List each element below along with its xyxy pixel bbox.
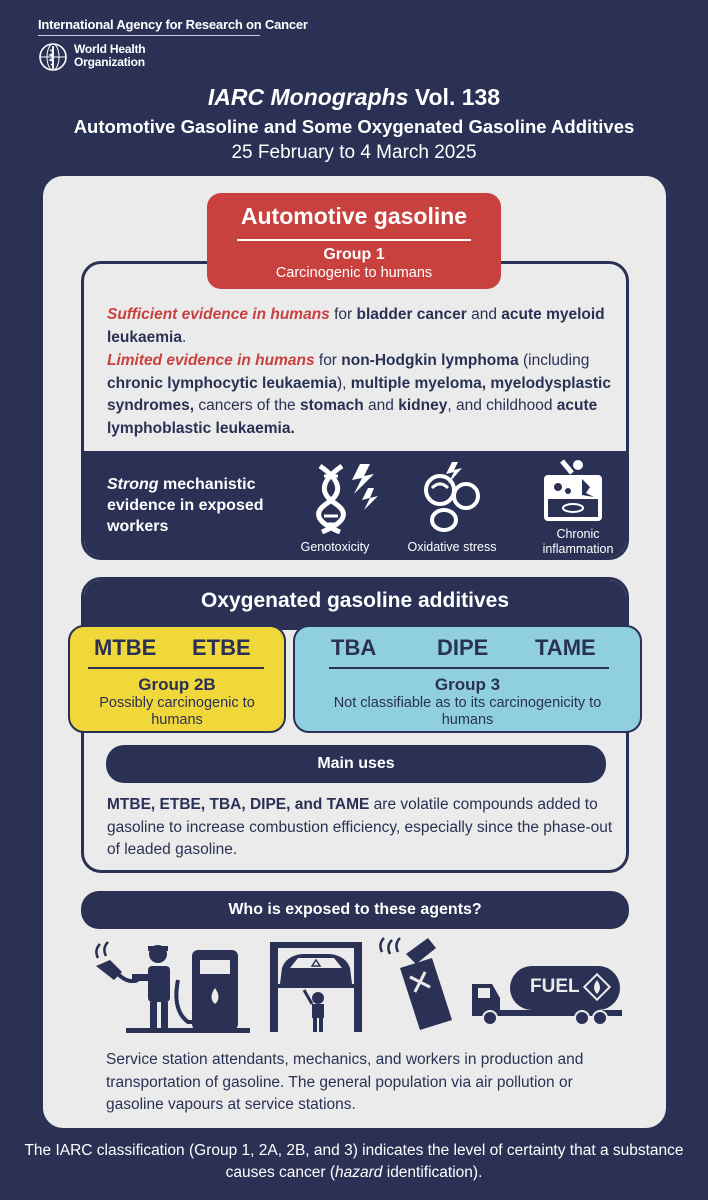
cancer-name: non-Hodgkin lymphoma xyxy=(341,352,519,369)
footnote-part2: identification). xyxy=(382,1164,483,1181)
header-divider xyxy=(38,35,260,36)
chemical-tba: TBA xyxy=(331,635,377,660)
main-uses-text xyxy=(107,794,617,862)
gasoline-jerrycan-icon xyxy=(376,934,458,1034)
gasoline-classification-box xyxy=(207,193,501,289)
heading-divider xyxy=(237,239,471,241)
series-name: IARC Monographs xyxy=(207,84,409,110)
monograph-title xyxy=(0,84,708,111)
text-fragment: . xyxy=(181,328,187,346)
mechanism-label-oxidative-stress: Oxidative stress xyxy=(407,540,497,554)
text-fragment: cancers of the xyxy=(194,397,300,414)
who-name-line1: World Health xyxy=(74,42,146,56)
mechanic-car-lift-icon xyxy=(268,938,364,1034)
chemical-etbe: ETBE xyxy=(192,635,251,660)
chemical-dipe: DIPE xyxy=(437,635,489,660)
agency-name: International Agency for Research on Cancer xyxy=(38,17,308,32)
group-2b-divider xyxy=(88,667,264,669)
chemical-tame: TAME xyxy=(535,635,596,660)
hazard-word: hazard xyxy=(335,1164,383,1181)
limited-evidence-text xyxy=(107,350,617,440)
group-3-divider xyxy=(329,667,609,669)
cancer-name: acute myeloid leukaemia xyxy=(107,306,605,346)
exposure-text: Service station attendants, mechanics, and workers in production and transportation of gasoline. The general population via air pollution or gasoline vapours at service stations. xyxy=(106,1051,584,1113)
cancer-name: kidney xyxy=(398,397,448,414)
mechanism-label-genotoxicity: Genotoxicity xyxy=(300,540,370,554)
sufficient-label: Sufficient evidence in humans xyxy=(107,306,330,323)
text-fragment: for xyxy=(314,352,342,369)
gasoline-heading: Automotive gasoline xyxy=(240,203,468,229)
volume-number: Vol. 138 xyxy=(408,84,501,110)
exposure-heading: Who is exposed to these agents? xyxy=(81,891,629,929)
mechanistic-rest: mechanistic evidence in exposed workers xyxy=(107,476,264,535)
monograph-subtitle: Automotive Gasoline and Some Oxygenated Gasoline Additives xyxy=(73,116,635,137)
classification-footnote xyxy=(0,1140,708,1184)
text-fragment: (including xyxy=(518,352,590,369)
additive-list: MTBE, ETBE, TBA, DIPE, and TAME xyxy=(107,796,370,813)
who-name-line2: Organization xyxy=(74,55,145,69)
meeting-dates: 25 February to 4 March 2025 xyxy=(231,142,477,163)
text-fragment: and xyxy=(466,306,502,323)
cancer-name: chronic lymphocytic leukaemia xyxy=(107,374,338,392)
group-2b-label: Group 2B xyxy=(138,675,216,694)
who-emblem-icon xyxy=(38,42,68,72)
group-2b-box xyxy=(68,625,286,733)
cancer-name: multiple myeloma, myelodysplastic syndromes, xyxy=(107,374,611,414)
additives-heading: Oxygenated gasoline additives xyxy=(200,589,510,612)
footnote-part1: The IARC classification (Group 1, 2A, 2B, and 3) indicates the level of certainty that a substance causes cancer ( xyxy=(24,1142,684,1181)
group-2b-description: Possibly carcinogenic to humans xyxy=(99,695,255,728)
text-fragment: and xyxy=(363,397,399,414)
cancer-name: bladder cancer xyxy=(356,306,467,323)
inflamed-tissue-icon xyxy=(538,457,610,529)
group-3-description: Not classifiable as to its carcinogenicity to humans xyxy=(333,695,602,728)
mechanistic-evidence-text xyxy=(107,474,297,537)
fuel-label: FUEL xyxy=(530,976,580,997)
gasoline-classification: Carcinogenic to humans xyxy=(275,265,433,281)
sufficient-evidence-text xyxy=(107,304,617,349)
cancer-name: stomach xyxy=(300,397,364,414)
group-3-label: Group 3 xyxy=(434,675,501,694)
text-fragment: for xyxy=(329,306,357,323)
gasoline-group: Group 1 xyxy=(323,246,385,263)
main-uses-heading: Main uses xyxy=(106,745,606,783)
chemical-mtbe: MTBE xyxy=(94,635,157,660)
who-name xyxy=(74,43,145,69)
text-fragment: ), xyxy=(337,374,351,392)
mechanism-label-chronic-inflammation: Chronic inflammation xyxy=(542,527,614,556)
service-station-attendant-icon xyxy=(92,940,252,1034)
limited-label: Limited evidence in humans xyxy=(107,352,315,369)
text-fragment: , and childhood xyxy=(447,397,557,414)
main-uses-rest: are volatile compounds added to gasoline to increase combustion efficiency, especially since the phase-out of leaded gasoline. xyxy=(107,796,613,858)
cells-icon xyxy=(418,460,490,536)
group-3-box xyxy=(293,625,642,733)
strong-label: Strong xyxy=(107,476,159,493)
cancer-name: acute lymphoblastic leukaemia. xyxy=(107,397,598,437)
dna-icon xyxy=(312,460,382,536)
